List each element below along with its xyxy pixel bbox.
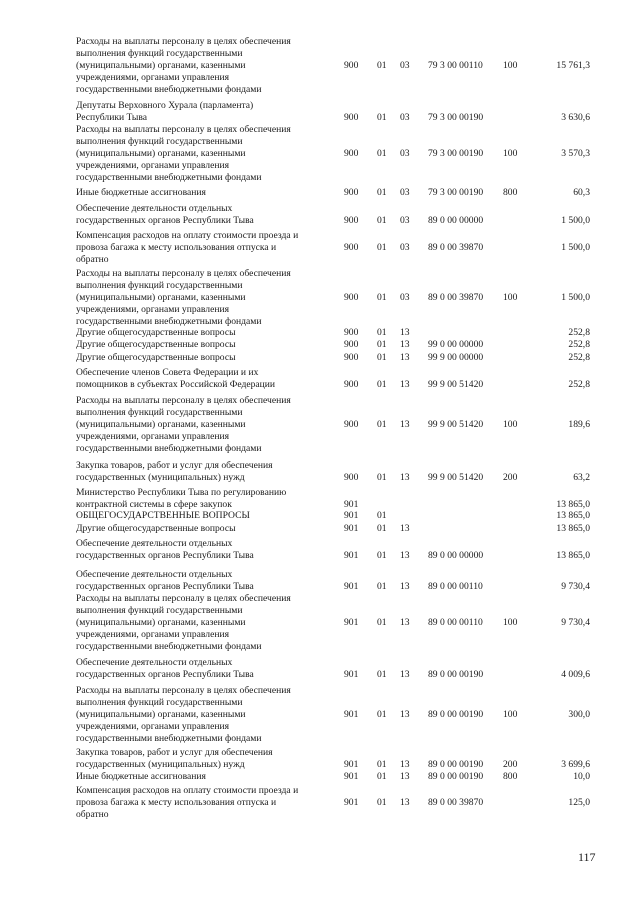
target-article-cell: 89 0 00 39870 bbox=[428, 797, 484, 808]
row-name-line: учреждениями, органами управления bbox=[76, 72, 230, 83]
table-row bbox=[0, 523, 640, 535]
row-name-line: Другие общегосударственные вопросы bbox=[76, 523, 236, 534]
subsection-cell: 13 bbox=[400, 617, 410, 628]
amount-cell: 13 865,0 bbox=[556, 499, 590, 510]
ved-cell: 900 bbox=[344, 112, 359, 123]
table-row bbox=[0, 657, 640, 681]
target-article-cell: 89 0 00 00110 bbox=[428, 581, 483, 592]
ved-cell: 901 bbox=[344, 617, 359, 628]
row-name-line: государственными внебюджетными фондами bbox=[76, 443, 262, 454]
amount-cell: 4 009,6 bbox=[561, 669, 590, 680]
table-row bbox=[0, 36, 640, 96]
row-name-line: государственными внебюджетными фондами bbox=[76, 316, 262, 327]
row-name-line: Иные бюджетные ассигнования bbox=[76, 771, 206, 782]
row-name-line: ОБЩЕГОСУДАРСТВЕННЫЕ ВОПРОСЫ bbox=[76, 510, 250, 521]
section-cell: 01 bbox=[377, 379, 387, 390]
section-cell: 01 bbox=[377, 419, 387, 430]
expense-type-cell: 100 bbox=[503, 292, 518, 303]
ved-cell: 900 bbox=[344, 215, 359, 226]
target-article-cell: 79 3 00 00190 bbox=[428, 187, 484, 198]
row-name-line: учреждениями, органами управления bbox=[76, 721, 230, 732]
subsection-cell: 13 bbox=[400, 339, 410, 350]
row-name-line: (муниципальными) органами, казенными bbox=[76, 148, 246, 159]
row-name-line: Расходы на выплаты персоналу в целях обеспечения bbox=[76, 36, 291, 47]
row-name bbox=[76, 124, 338, 184]
amount-cell: 1 500,0 bbox=[561, 215, 590, 226]
row-name-line: Закупка товаров, работ и услуг для обеспечения bbox=[76, 747, 273, 758]
section-cell: 01 bbox=[377, 60, 387, 71]
row-name-line: Другие общегосударственные вопросы bbox=[76, 339, 236, 350]
row-name-line: выполнения функций государственными bbox=[76, 697, 243, 708]
row-name bbox=[76, 538, 338, 562]
target-article-cell: 89 0 00 00190 bbox=[428, 669, 484, 680]
row-name-line: провоза багажа к месту использования отпуска и bbox=[76, 242, 277, 253]
row-name-line: (муниципальными) органами, казенными bbox=[76, 617, 246, 628]
amount-cell: 1 500,0 bbox=[561, 242, 590, 253]
amount-cell: 60,3 bbox=[573, 187, 590, 198]
expense-type-cell: 100 bbox=[503, 148, 518, 159]
section-cell: 01 bbox=[377, 797, 387, 808]
row-name bbox=[76, 569, 338, 593]
row-name-line: (муниципальными) органами, казенными bbox=[76, 419, 246, 430]
table-row bbox=[0, 487, 640, 511]
amount-cell: 252,8 bbox=[568, 352, 590, 363]
expense-type-cell: 100 bbox=[503, 60, 518, 71]
row-name-line: учреждениями, органами управления bbox=[76, 160, 230, 171]
amount-cell: 13 865,0 bbox=[556, 523, 590, 534]
table-row bbox=[0, 268, 640, 328]
amount-cell: 3 570,3 bbox=[561, 148, 590, 159]
ved-cell: 901 bbox=[344, 759, 359, 770]
section-cell: 01 bbox=[377, 472, 387, 483]
row-name bbox=[76, 593, 338, 653]
row-name-line: контрактной системы в сфере закупок bbox=[76, 499, 232, 510]
ved-cell: 900 bbox=[344, 292, 359, 303]
target-article-cell: 99 9 00 51420 bbox=[428, 379, 484, 390]
expense-type-cell: 100 bbox=[503, 617, 518, 628]
section-cell: 01 bbox=[377, 550, 387, 561]
target-article-cell: 99 0 00 00000 bbox=[428, 339, 484, 350]
table-row bbox=[0, 685, 640, 745]
target-article-cell: 89 0 00 00000 bbox=[428, 550, 484, 561]
subsection-cell: 13 bbox=[400, 759, 410, 770]
ved-cell: 901 bbox=[344, 523, 359, 534]
subsection-cell: 03 bbox=[400, 242, 410, 253]
row-name-line: (муниципальными) органами, казенными bbox=[76, 709, 246, 720]
amount-cell: 9 730,4 bbox=[561, 617, 590, 628]
section-cell: 01 bbox=[377, 327, 387, 338]
table-row bbox=[0, 187, 640, 199]
subsection-cell: 03 bbox=[400, 292, 410, 303]
target-article-cell: 89 0 00 39870 bbox=[428, 292, 484, 303]
target-article-cell: 99 9 00 51420 bbox=[428, 419, 484, 430]
ved-cell: 901 bbox=[344, 669, 359, 680]
target-article-cell: 89 0 00 00190 bbox=[428, 759, 484, 770]
expense-type-cell: 200 bbox=[503, 472, 518, 483]
amount-cell: 125,0 bbox=[568, 797, 590, 808]
subsection-cell: 03 bbox=[400, 60, 410, 71]
page-number: 117 bbox=[578, 850, 596, 864]
amount-cell: 189,6 bbox=[568, 419, 590, 430]
ved-cell: 901 bbox=[344, 797, 359, 808]
ved-cell: 900 bbox=[344, 379, 359, 390]
amount-cell: 3 699,6 bbox=[561, 759, 590, 770]
amount-cell: 9 730,4 bbox=[561, 581, 590, 592]
amount-cell: 10,0 bbox=[573, 771, 590, 782]
subsection-cell: 13 bbox=[400, 669, 410, 680]
row-name bbox=[76, 523, 338, 535]
row-name-line: государственных органов Республики Тыва bbox=[76, 215, 254, 226]
subsection-cell: 13 bbox=[400, 797, 410, 808]
expense-type-cell: 200 bbox=[503, 759, 518, 770]
subsection-cell: 13 bbox=[400, 472, 410, 483]
target-article-cell: 89 0 00 39870 bbox=[428, 242, 484, 253]
section-cell: 01 bbox=[377, 771, 387, 782]
section-cell: 01 bbox=[377, 292, 387, 303]
row-name-line: государственных органов Республики Тыва bbox=[76, 669, 254, 680]
row-name-line: Компенсация расходов на оплату стоимости проезда и bbox=[76, 230, 299, 241]
row-name bbox=[76, 785, 338, 821]
table-row bbox=[0, 538, 640, 562]
target-article-cell: 89 0 00 00000 bbox=[428, 215, 484, 226]
table-row bbox=[0, 747, 640, 771]
table-row bbox=[0, 367, 640, 391]
row-name-line: Расходы на выплаты персоналу в целях обеспечения bbox=[76, 395, 291, 406]
row-name-line: Расходы на выплаты персоналу в целях обеспечения bbox=[76, 593, 291, 604]
row-name-line: Иные бюджетные ассигнования bbox=[76, 187, 206, 198]
target-article-cell: 79 3 00 00190 bbox=[428, 148, 484, 159]
row-name-line: государственными внебюджетными фондами bbox=[76, 84, 262, 95]
row-name-line: государственных органов Республики Тыва bbox=[76, 550, 254, 561]
ved-cell: 900 bbox=[344, 472, 359, 483]
amount-cell: 3 630,6 bbox=[561, 112, 590, 123]
target-article-cell: 89 0 00 00190 bbox=[428, 709, 484, 720]
row-name-line: государственными внебюджетными фондами bbox=[76, 172, 262, 183]
subsection-cell: 13 bbox=[400, 523, 410, 534]
row-name-line: обратно bbox=[76, 809, 109, 820]
target-article-cell: 79 3 00 00190 bbox=[428, 112, 484, 123]
row-name bbox=[76, 339, 338, 351]
ved-cell: 900 bbox=[344, 148, 359, 159]
ved-cell: 901 bbox=[344, 771, 359, 782]
row-name-line: государственными внебюджетными фондами bbox=[76, 733, 262, 744]
row-name-line: Расходы на выплаты персоналу в целях обеспечения bbox=[76, 124, 291, 135]
amount-cell: 252,8 bbox=[568, 327, 590, 338]
ved-cell: 900 bbox=[344, 419, 359, 430]
section-cell: 01 bbox=[377, 242, 387, 253]
section-cell: 01 bbox=[377, 148, 387, 159]
row-name-line: Другие общегосударственные вопросы bbox=[76, 352, 236, 363]
table-row bbox=[0, 100, 640, 124]
row-name-line: (муниципальными) органами, казенными bbox=[76, 60, 246, 71]
table-row bbox=[0, 124, 640, 184]
section-cell: 01 bbox=[377, 112, 387, 123]
row-name bbox=[76, 36, 338, 96]
amount-cell: 252,8 bbox=[568, 379, 590, 390]
subsection-cell: 13 bbox=[400, 327, 410, 338]
row-name-line: Обеспечение деятельности отдельных bbox=[76, 657, 233, 668]
ved-cell: 900 bbox=[344, 327, 359, 338]
target-article-cell: 89 0 00 00190 bbox=[428, 771, 484, 782]
row-name-line: Другие общегосударственные вопросы bbox=[76, 327, 236, 338]
amount-cell: 252,8 bbox=[568, 339, 590, 350]
row-name-line: учреждениями, органами управления bbox=[76, 304, 230, 315]
section-cell: 01 bbox=[377, 510, 387, 521]
table-row bbox=[0, 569, 640, 593]
table-row bbox=[0, 593, 640, 653]
subsection-cell: 13 bbox=[400, 709, 410, 720]
subsection-cell: 03 bbox=[400, 112, 410, 123]
amount-cell: 300,0 bbox=[568, 709, 590, 720]
target-article-cell: 99 9 00 51420 bbox=[428, 472, 484, 483]
subsection-cell: 13 bbox=[400, 352, 410, 363]
target-article-cell: 79 3 00 00110 bbox=[428, 60, 483, 71]
row-name-line: Обеспечение деятельности отдельных bbox=[76, 538, 233, 549]
expense-type-cell: 100 bbox=[503, 709, 518, 720]
row-name-line: Республики Тыва bbox=[76, 112, 148, 123]
row-name bbox=[76, 352, 338, 364]
ved-cell: 901 bbox=[344, 709, 359, 720]
section-cell: 01 bbox=[377, 669, 387, 680]
row-name-line: Депутаты Верховного Хурала (парламента) bbox=[76, 100, 254, 111]
ved-cell: 900 bbox=[344, 187, 359, 198]
row-name bbox=[76, 747, 338, 771]
ved-cell: 901 bbox=[344, 581, 359, 592]
section-cell: 01 bbox=[377, 339, 387, 350]
row-name-line: Министерство Республики Тыва по регулированию bbox=[76, 487, 287, 498]
row-name-line: Обеспечение деятельности отдельных bbox=[76, 569, 233, 580]
table-row bbox=[0, 771, 640, 783]
subsection-cell: 13 bbox=[400, 419, 410, 430]
amount-cell: 13 865,0 bbox=[556, 550, 590, 561]
row-name bbox=[76, 327, 338, 339]
subsection-cell: 03 bbox=[400, 187, 410, 198]
row-name bbox=[76, 203, 338, 227]
row-name-line: государственных (муниципальных) нужд bbox=[76, 472, 245, 483]
amount-cell: 63,2 bbox=[573, 472, 590, 483]
section-cell: 01 bbox=[377, 215, 387, 226]
row-name-line: выполнения функций государственными bbox=[76, 605, 243, 616]
ved-cell: 901 bbox=[344, 510, 359, 521]
ved-cell: 901 bbox=[344, 499, 359, 510]
target-article-cell: 89 0 00 00110 bbox=[428, 617, 483, 628]
row-name bbox=[76, 771, 338, 783]
section-cell: 01 bbox=[377, 187, 387, 198]
row-name-line: Обеспечение членов Совета Федерации и их bbox=[76, 367, 259, 378]
row-name-line: государственных органов Республики Тыва bbox=[76, 581, 254, 592]
table-row bbox=[0, 395, 640, 455]
row-name-line: провоза багажа к месту использования отпуска и bbox=[76, 797, 277, 808]
section-cell: 01 bbox=[377, 617, 387, 628]
subsection-cell: 13 bbox=[400, 550, 410, 561]
section-cell: 01 bbox=[377, 581, 387, 592]
row-name-line: помощников в субъектах Российской Федерации bbox=[76, 379, 276, 390]
row-name-line: Расходы на выплаты персоналу в целях обеспечения bbox=[76, 268, 291, 279]
row-name bbox=[76, 460, 338, 484]
table-row bbox=[0, 327, 640, 339]
amount-cell: 13 865,0 bbox=[556, 510, 590, 521]
row-name bbox=[76, 187, 338, 199]
row-name-line: государственными внебюджетными фондами bbox=[76, 641, 262, 652]
subsection-cell: 13 bbox=[400, 379, 410, 390]
expense-type-cell: 800 bbox=[503, 771, 518, 782]
row-name bbox=[76, 230, 338, 266]
expense-type-cell: 800 bbox=[503, 187, 518, 198]
table-row bbox=[0, 203, 640, 227]
table-row bbox=[0, 230, 640, 266]
ved-cell: 900 bbox=[344, 242, 359, 253]
ved-cell: 901 bbox=[344, 550, 359, 561]
row-name-line: выполнения функций государственными bbox=[76, 136, 243, 147]
ved-cell: 900 bbox=[344, 352, 359, 363]
row-name-line: учреждениями, органами управления bbox=[76, 629, 230, 640]
section-cell: 01 bbox=[377, 759, 387, 770]
row-name bbox=[76, 510, 338, 522]
row-name-line: выполнения функций государственными bbox=[76, 48, 243, 59]
row-name bbox=[76, 367, 338, 391]
subsection-cell: 03 bbox=[400, 148, 410, 159]
amount-cell: 15 761,3 bbox=[556, 60, 590, 71]
row-name bbox=[76, 100, 338, 124]
row-name-line: государственных (муниципальных) нужд bbox=[76, 759, 245, 770]
row-name bbox=[76, 487, 338, 511]
table-row bbox=[0, 339, 640, 351]
table-row bbox=[0, 785, 640, 821]
target-article-cell: 99 9 00 00000 bbox=[428, 352, 484, 363]
row-name-line: учреждениями, органами управления bbox=[76, 431, 230, 442]
row-name-line: обратно bbox=[76, 254, 109, 265]
row-name-line: выполнения функций государственными bbox=[76, 280, 243, 291]
expense-type-cell: 100 bbox=[503, 419, 518, 430]
row-name-line: (муниципальными) органами, казенными bbox=[76, 292, 246, 303]
row-name-line: Обеспечение деятельности отдельных bbox=[76, 203, 233, 214]
amount-cell: 1 500,0 bbox=[561, 292, 590, 303]
table-row bbox=[0, 510, 640, 522]
table-row bbox=[0, 352, 640, 364]
subsection-cell: 13 bbox=[400, 771, 410, 782]
row-name bbox=[76, 657, 338, 681]
ved-cell: 900 bbox=[344, 339, 359, 350]
subsection-cell: 03 bbox=[400, 215, 410, 226]
section-cell: 01 bbox=[377, 352, 387, 363]
row-name-line: выполнения функций государственными bbox=[76, 407, 243, 418]
table-row bbox=[0, 460, 640, 484]
row-name-line: Расходы на выплаты персоналу в целях обеспечения bbox=[76, 685, 291, 696]
row-name-line: Закупка товаров, работ и услуг для обеспечения bbox=[76, 460, 273, 471]
section-cell: 01 bbox=[377, 709, 387, 720]
row-name bbox=[76, 268, 338, 328]
row-name-line: Компенсация расходов на оплату стоимости проезда и bbox=[76, 785, 299, 796]
row-name bbox=[76, 395, 338, 455]
subsection-cell: 13 bbox=[400, 581, 410, 592]
section-cell: 01 bbox=[377, 523, 387, 534]
ved-cell: 900 bbox=[344, 60, 359, 71]
row-name bbox=[76, 685, 338, 745]
